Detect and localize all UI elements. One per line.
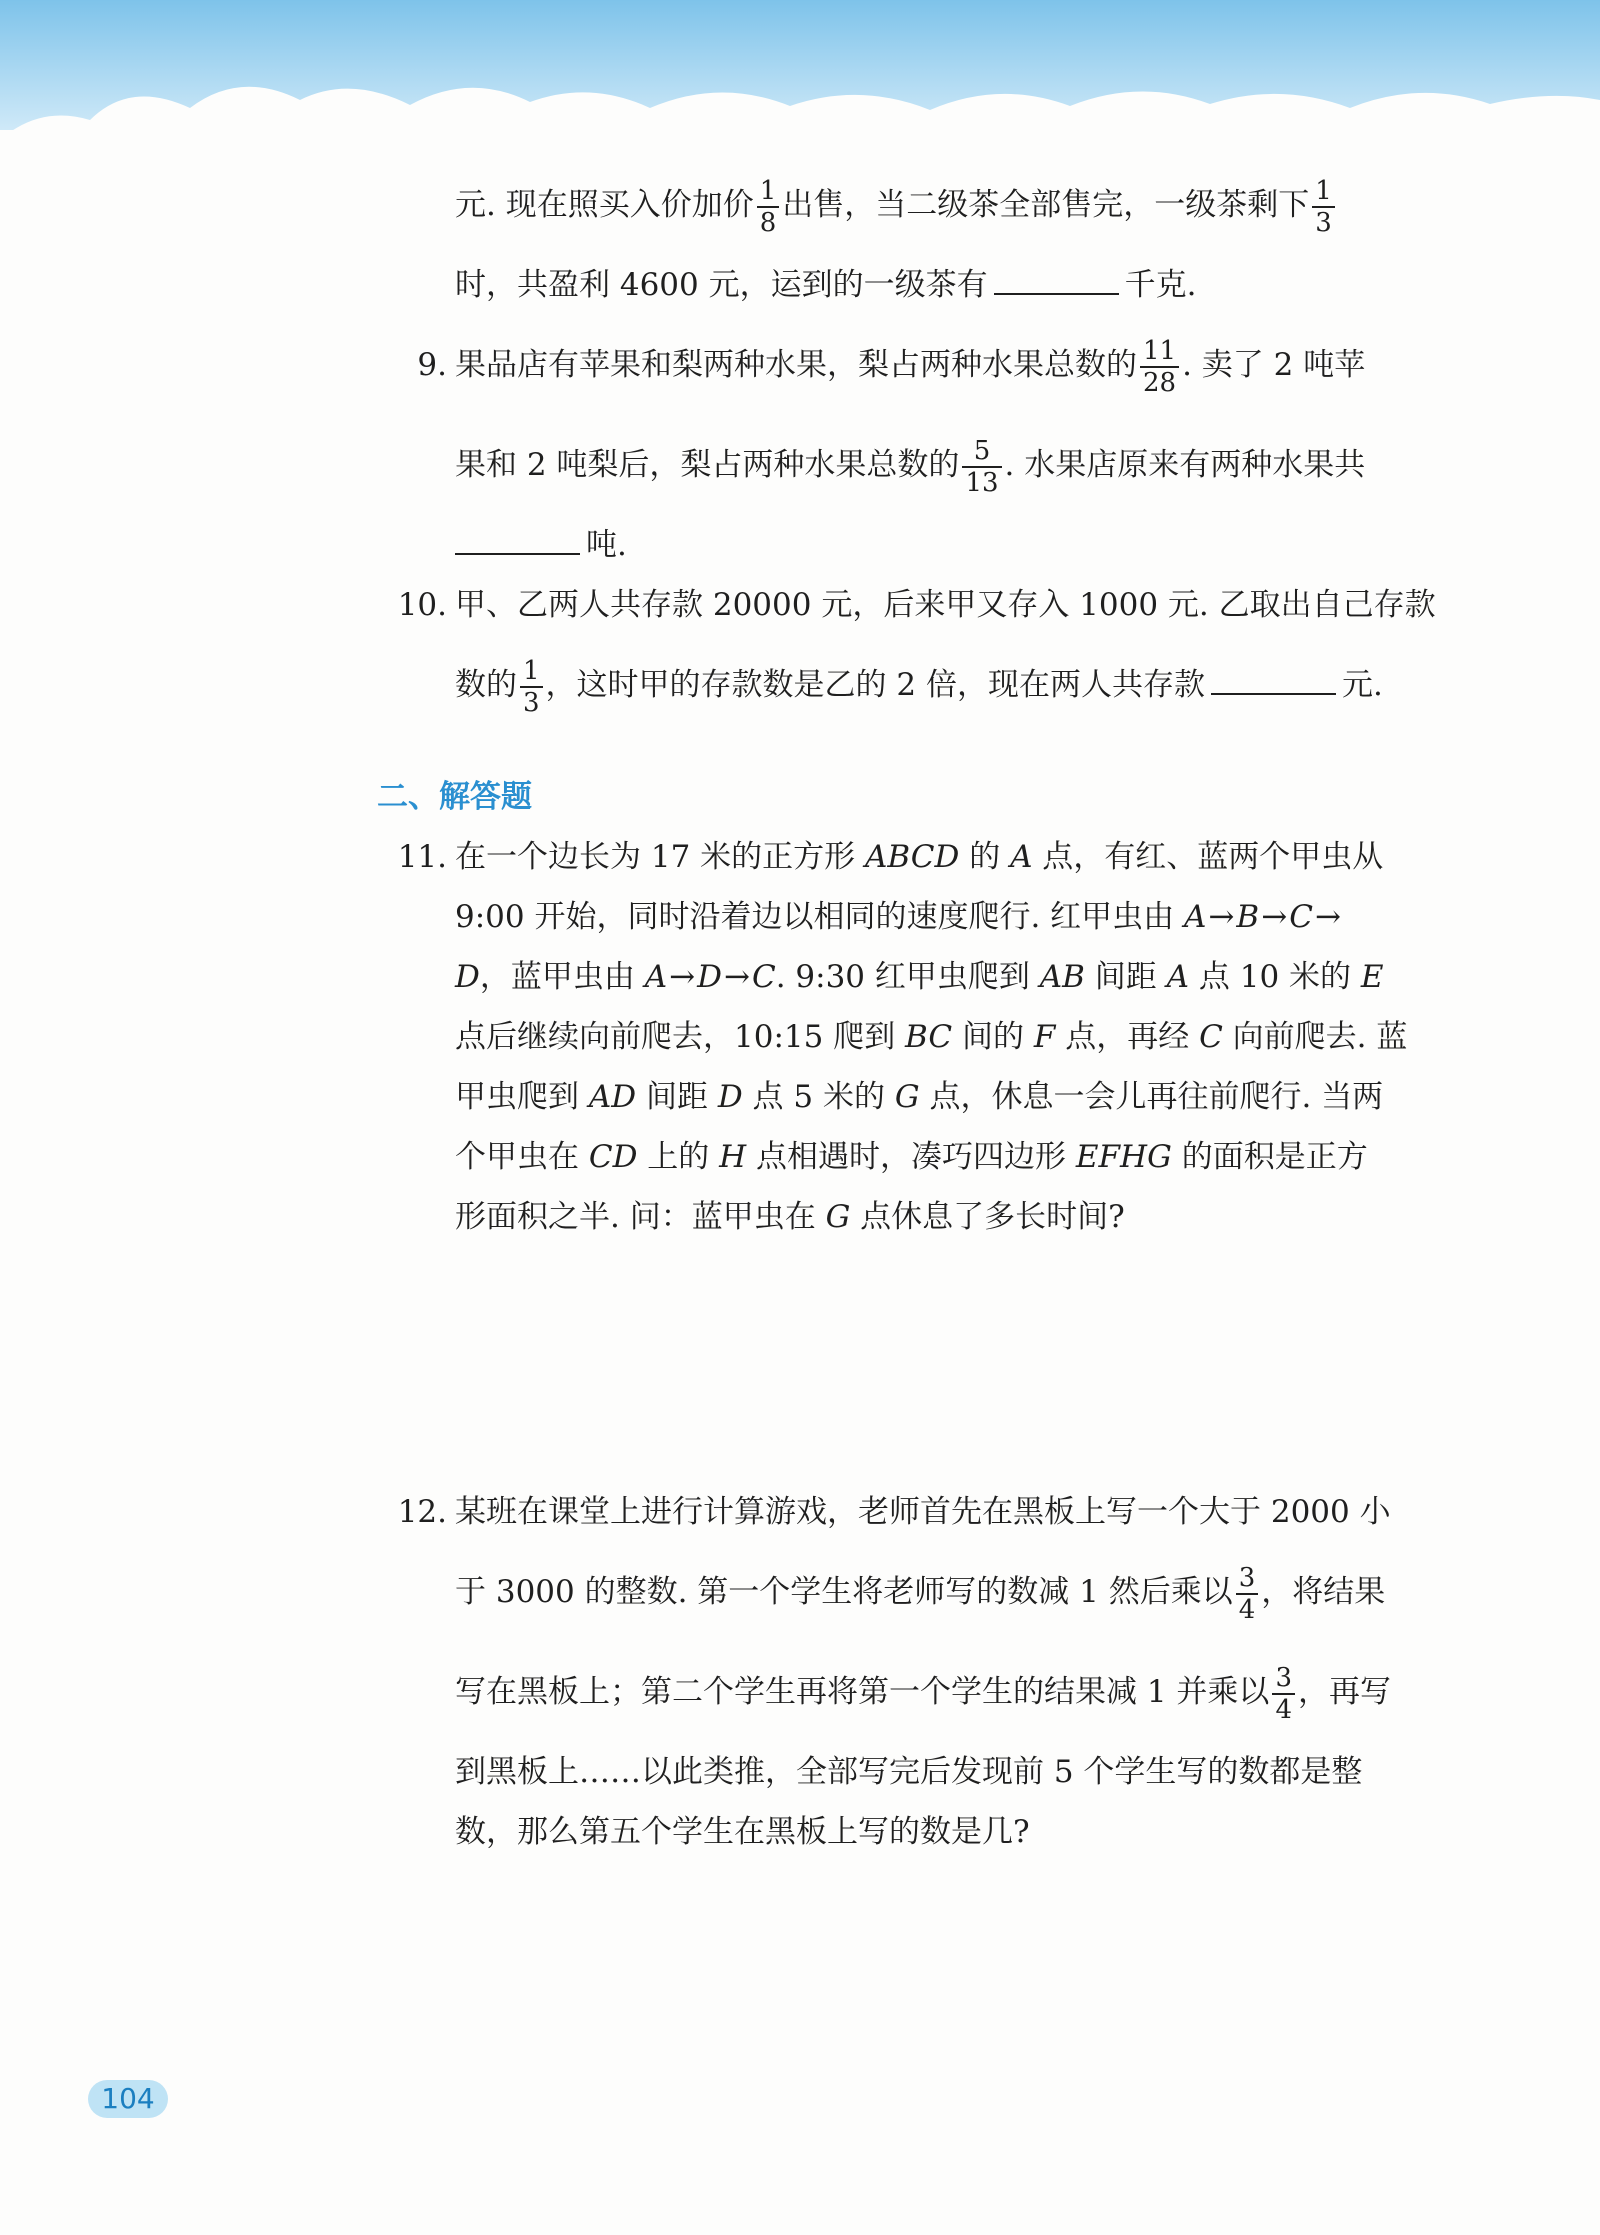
answer-blank [1211,689,1336,695]
q11-line [455,887,1465,947]
arrow-icon: → [1208,899,1235,935]
text: 点 5 米的 [742,1079,895,1115]
text: 数的 [455,667,517,703]
q11-line [455,947,1465,1007]
math-symbol: AD [588,1079,637,1115]
arrow-icon: → [723,959,750,995]
math-symbol: C [1199,1019,1223,1055]
question-11 [397,827,1465,1247]
math-symbol: AB [1039,959,1085,995]
numerator: 1 [759,175,777,206]
text: 个甲虫在 [455,1139,589,1175]
text: 元. 现在照买入价加价 [455,187,754,223]
math-symbol: CD [588,1139,638,1175]
denominator: 8 [757,206,780,238]
text: ，再写 [1297,1674,1391,1710]
text: 在一个边长为 17 米的正方形 [455,839,866,875]
text: 果和 2 吨梨后，梨占两种水果总数的 [455,447,960,483]
text: 时，共盈利 4600 元，运到的一级茶有 [455,267,988,303]
question-number: 9. [417,347,447,383]
q11-line [455,1127,1465,1187]
question-number: 12. [397,1494,447,1530]
q9-line3 [455,515,1465,575]
text: 出售，当二级茶全部售完，一级茶剩下 [782,187,1310,223]
denominator: 28 [1140,366,1179,398]
spacer [455,735,1465,767]
denominator: 13 [962,466,1001,498]
text: 到黑板上……以此类推，全部写完后发现前 5 个学生写的数都是整 [455,1754,1363,1790]
numerator: 5 [973,435,991,466]
denominator: 3 [520,686,543,718]
question-number: 10. [397,587,447,623]
math-symbol: B [1236,899,1260,935]
text: 点，休息一会儿再往前爬行. 当两 [919,1079,1384,1115]
math-symbol: A [1166,959,1190,995]
text: 数，那么第五个学生在黑板上写的数是几? [455,1814,1030,1850]
text: 点，有红、蓝两个甲虫从 [1032,839,1384,875]
fraction [1236,1563,1259,1625]
numerator: 3 [1238,1562,1256,1593]
numerator: 11 [1143,335,1177,366]
math-symbol: A [1184,899,1207,935]
math-symbol: E [1360,959,1384,995]
fraction [520,656,543,718]
text: ，将结果 [1261,1574,1386,1610]
math-symbol: G [894,1079,920,1115]
text: 吨. [586,527,627,563]
denominator: 4 [1272,1693,1295,1725]
text: 点相遇时，凑巧四边形 [746,1139,1076,1175]
q12-line5 [455,1802,1465,1862]
q11-line [455,1067,1465,1127]
q9-line2 [455,415,1465,515]
text: 元. [1341,667,1383,703]
text: . 卖了 2 吨苹 [1182,347,1366,383]
q10-line2 [455,635,1465,735]
fraction [1140,336,1179,398]
text: 间的 [952,1019,1034,1055]
math-symbol: D [697,959,722,995]
arrow-icon: → [669,959,696,995]
q11-line [455,1007,1465,1067]
text: 形面积之半. 问：蓝甲虫在 [455,1199,826,1235]
text: 写在黑板上；第二个学生再将第一个学生的结果减 1 并乘以 [455,1674,1270,1710]
page-content [377,155,1465,1862]
numerator: 3 [1275,1662,1292,1693]
fraction [1272,1663,1295,1725]
answer-blank [455,549,580,555]
text: 的 [959,839,1011,875]
text: 点 10 米的 [1189,959,1361,995]
text: 9:00 开始，同时沿着边以相同的速度爬行. 红甲虫由 [455,899,1185,935]
text: 间距 [1084,959,1167,995]
answer-space [455,1247,1465,1482]
question-number: 11. [397,839,447,875]
text: 点后继续向前爬去，10:15 爬到 [455,1019,906,1055]
text: 果品店有苹果和梨两种水果，梨占两种水果总数的 [455,347,1137,383]
text: 的面积是正方 [1171,1139,1368,1175]
text: 甲、乙两人共存款 20000 元，后来甲又存入 1000 元. 乙取出自己存款 [455,587,1436,623]
q12-line2 [455,1542,1465,1642]
numerator: 1 [1315,175,1332,206]
math-symbol: A [644,959,668,995]
math-symbol: A [1010,839,1033,875]
q9-line1 [417,315,1465,415]
text: ，这时甲的存款数是乙的 2 倍，现在两人共存款 [545,667,1205,703]
answer-blank [994,289,1119,295]
math-symbol: ABCD [865,839,960,875]
text: 向前爬去. 蓝 [1222,1019,1408,1055]
q12-line1 [397,1482,1465,1542]
q12-line3 [455,1642,1465,1742]
q11-line [455,1187,1465,1247]
q12-line4 [455,1742,1465,1802]
denominator: 3 [1312,206,1335,238]
math-symbol: F [1033,1019,1056,1055]
q11-line [397,827,1465,887]
text: ，蓝甲虫由 [479,959,645,995]
text: 点，再经 [1055,1019,1200,1055]
text: 点休息了多长时间? [850,1199,1125,1235]
math-symbol: C [1289,899,1313,935]
math-symbol: BC [905,1019,953,1055]
page-number: 104 [88,2080,168,2118]
text: 于 3000 的整数. 第一个学生将老师写的数减 1 然后乘以 [455,1574,1233,1610]
text: 千克. [1124,267,1197,303]
arrow-icon: → [1314,899,1341,935]
text: 甲虫爬到 [455,1079,589,1115]
math-symbol: H [719,1139,747,1175]
denominator: 4 [1236,1593,1259,1625]
sky-banner [0,0,1600,170]
text: 某班在课堂上进行计算游戏，老师首先在黑板上写一个大于 2000 小 [455,1494,1391,1530]
numerator: 1 [523,655,540,686]
math-symbol: EFHG [1075,1139,1172,1175]
text: . 水果店原来有两种水果共 [1004,447,1366,483]
text: 上的 [637,1139,720,1175]
q8-line2 [455,255,1465,315]
q8-line1 [455,155,1465,255]
q10-line1 [397,575,1465,635]
text: 间距 [636,1079,718,1115]
fraction [1312,176,1335,238]
fraction [757,176,780,238]
arrow-icon: → [1261,899,1288,935]
section-title: 二、解答题 [377,779,532,815]
text: . 9:30 红甲虫爬到 [775,959,1040,995]
math-symbol: C [751,959,776,995]
math-symbol: D [717,1079,743,1115]
math-symbol: G [825,1199,851,1235]
math-symbol: D [455,959,480,995]
fraction [962,436,1001,498]
